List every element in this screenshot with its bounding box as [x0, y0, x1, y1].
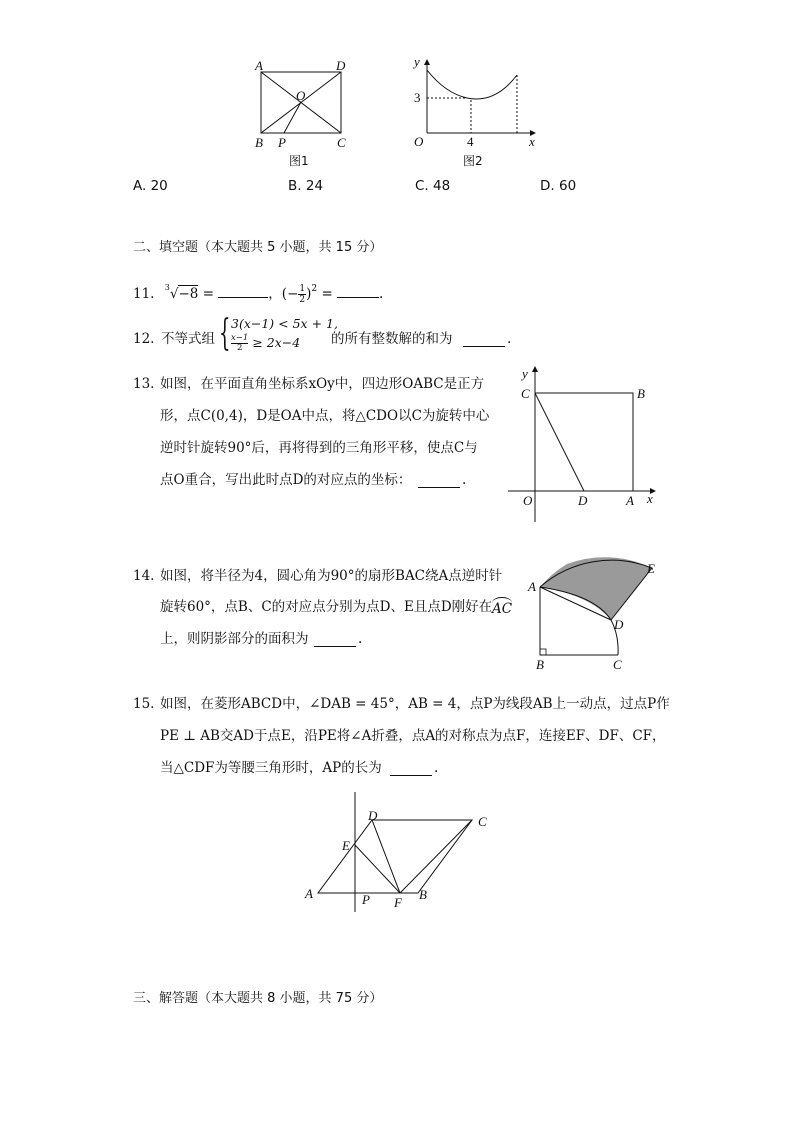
q14-blank[interactable] [314, 632, 356, 647]
fig2-label-3: 3 [414, 90, 421, 105]
question-11 [133, 278, 383, 305]
q15-label-p: P [362, 892, 370, 907]
q13-label-c: C [521, 386, 530, 401]
q15-label-e: E [342, 838, 350, 853]
q15-line-3: 当△CDF为等腰三角形时，AP的长为 [160, 760, 382, 776]
fig1-label-b: B [255, 135, 263, 150]
q13-label-a: A [626, 493, 634, 508]
q12-frac-den: 2 [236, 343, 243, 353]
option-c [415, 178, 450, 194]
q14-figure [525, 555, 665, 675]
q13-label-x: x [647, 491, 653, 506]
q13-segment-cd [535, 393, 584, 491]
q15-figure [300, 790, 500, 915]
q13-line-3: 逆时针旋转90°后，再将得到的三角形平移，使点C与 [160, 440, 478, 456]
option-b-letter: B. [288, 178, 302, 194]
q15-label-c: C [478, 814, 487, 829]
q13-blank[interactable] [418, 473, 460, 488]
option-a-value: 20 [150, 178, 168, 194]
q15-line-1: 如图，在菱形ABCD中，∠DAB = 45°，AB = 4，点P为线段AB上一动点，过点P作 [160, 696, 670, 712]
q12-brace: { [219, 313, 231, 354]
q15-segment-cf [400, 820, 472, 893]
q14-label-b: B [536, 657, 544, 672]
q13-label-y: y [522, 366, 528, 381]
q13-label-d: D [578, 493, 588, 508]
q15-segment-ef [355, 845, 400, 893]
option-c-letter: C. [415, 178, 429, 194]
fig2-curve [427, 70, 517, 99]
q11-comma: ， [268, 286, 282, 302]
q14-label-a: A [528, 579, 536, 594]
fig2-label-o: O [414, 134, 424, 149]
q11-fraction [298, 284, 306, 305]
fig1-label-a: A [255, 58, 263, 73]
q12-line-1: 3(x−1) < 5x + 1, [231, 316, 338, 331]
q13-end: . [462, 472, 467, 488]
figure-1-rectangle [250, 58, 360, 168]
q12-line-2-rest: ≥ 2x−4 [252, 335, 301, 350]
q11-base-close: ) [306, 286, 312, 302]
q15-line-2: PE ⊥ AB交AD于点E，沿PE将∠A折叠，点A的对称点为点F，连接EF、DF、CF， [160, 728, 666, 744]
q15-label-d: D [368, 808, 378, 823]
option-d-value: 60 [558, 178, 577, 194]
q12-suffix: 的所有整数解的和为 [331, 331, 453, 347]
fig1-caption: 图1 [289, 154, 309, 168]
section-2-title: 二、填空题（本大题共 5 小题，共 15 分） [133, 240, 383, 255]
q12-number: 12. [133, 331, 155, 347]
q15-blank[interactable] [390, 761, 432, 776]
option-b [288, 178, 323, 194]
q14-label-e: E [647, 561, 655, 576]
q13-number: 13. [133, 376, 155, 392]
fig2-label-y: y [414, 54, 420, 69]
q12-line-2 [231, 334, 300, 353]
option-b-value: 24 [305, 178, 324, 194]
q14-line-3: 上，则阴影部分的面积为 [160, 631, 309, 647]
q13-square-oabc [535, 393, 633, 491]
fig1-label-o: O [296, 88, 306, 103]
figure-2-function-graph [405, 55, 545, 170]
option-d [540, 178, 576, 194]
q15-label-a: A [305, 886, 313, 901]
fig1-label-c: C [337, 135, 346, 150]
q13-line-1: 如图，在平面直角坐标系xOy中，四边形OABC是正方 [160, 376, 485, 392]
q14-right-angle-mark [540, 649, 546, 655]
question-12 [133, 314, 533, 358]
option-c-value: 48 [433, 178, 451, 194]
q11-root-sign: √ [169, 286, 179, 302]
q14-line-2: 旋转60°，点B、C的对应点分别为点D、E且点D刚好在 [160, 599, 493, 615]
q13-line-2: 形，点C(0,4)，D是OA中点，将△CDO以C为旋转中心 [160, 408, 490, 424]
q14-end: . [358, 631, 363, 647]
q14-label-d: D [614, 617, 624, 632]
fig2-label-x: x [529, 134, 535, 149]
segment-op [284, 102, 301, 133]
q15-number: 15. [133, 696, 155, 712]
option-a [133, 178, 168, 194]
q13-figure [500, 362, 660, 524]
q15-end: . [434, 760, 439, 776]
q11-end: . [379, 286, 384, 302]
q12-frac-num: x−1 [231, 333, 249, 343]
fig2-label-4: 4 [467, 134, 474, 149]
option-a-letter: A. [133, 178, 147, 194]
q11-blank-2[interactable] [337, 283, 379, 298]
q13-line-4: 点O重合，写出此时点D的对应点的坐标： [160, 472, 412, 488]
q11-eq2: = [321, 286, 333, 302]
q11-root-index: 3 [164, 283, 170, 292]
fig2-caption: 图2 [463, 154, 483, 168]
fig1-label-d: D [336, 58, 346, 73]
q12-end: . [507, 331, 512, 347]
q12-prefix: 不等式组 [161, 331, 215, 347]
fig1-label-p: P [278, 135, 286, 150]
q14-line-1: 如图，将半径为4，圆心角为90°的扇形BAC绕A点逆时针 [160, 568, 503, 584]
q11-exponent: 2 [311, 284, 318, 294]
q15-label-f: F [394, 895, 402, 910]
q11-blank-1[interactable] [218, 283, 268, 298]
q14-number: 14. [133, 568, 155, 584]
q12-frac [231, 334, 248, 353]
q14-arc-ac: AC [492, 597, 512, 619]
q11-base-open: (− [281, 286, 299, 302]
q11-frac-den: 2 [299, 295, 306, 305]
q11-number: 11. [133, 286, 155, 302]
q13-label-b: B [637, 386, 645, 401]
q15-label-b: B [419, 887, 427, 902]
section-3-title: 三、解答题（本大题共 8 小题，共 75 分） [133, 991, 383, 1006]
option-d-letter: D. [540, 178, 555, 194]
q15-segment-df [372, 820, 400, 893]
q13-label-o: O [523, 493, 533, 508]
q12-blank[interactable] [463, 332, 505, 347]
q11-frac-num: 1 [299, 284, 306, 294]
q14-label-c: C [613, 657, 622, 672]
q15-rhombus-abcd [318, 820, 472, 893]
q11-eq1: = [202, 286, 214, 302]
q11-radicand: −8 [178, 286, 199, 302]
